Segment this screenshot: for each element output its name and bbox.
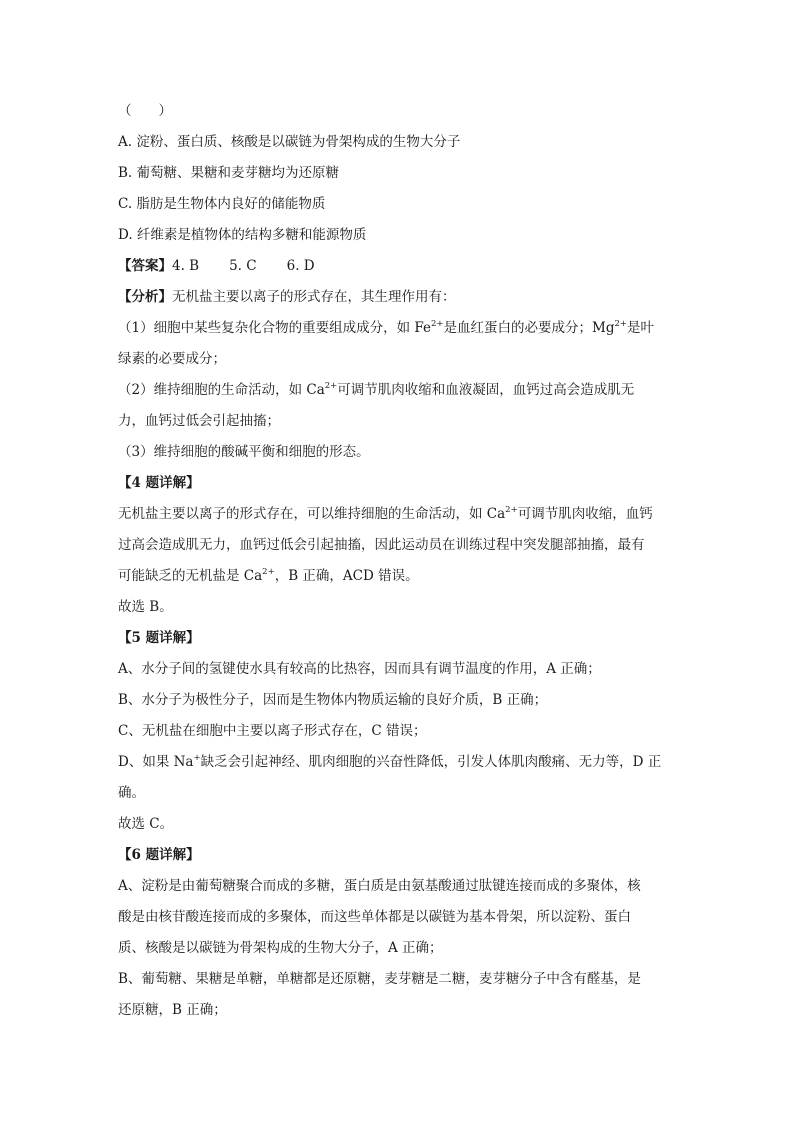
analysis-point-2-cont: 力，血钙过低会引起抽搐；	[118, 413, 280, 429]
option-c: C. 脂肪是生物体内良好的储能物质	[118, 196, 326, 212]
q4-heading: 【4 题详解】	[118, 475, 200, 491]
analysis-label: 【分析】	[118, 289, 172, 305]
document-page	[118, 96, 688, 1026]
q4-line-1: 无机盐主要以离子的形式存在，可以维持细胞的生命活动，如 $Ca^{2+}$可调节肌肉收缩，血钙	[118, 504, 653, 522]
q5-line-1: A、水分子间的氢键使水具有较高的比热容，因而具有调节温度的作用，A 正确；	[118, 661, 601, 677]
question-bracket: （ ）	[118, 103, 172, 119]
q6-line-3: 质、核酸是以碳链为骨架构成的生物大分子，A 正确；	[118, 940, 443, 956]
analysis-point-1: （1）细胞中某些复杂化合物的重要组成成分，如 $Fe^{2+}$是血红蛋白的必要成分；$Mg^{2+}$是叶	[118, 318, 655, 336]
q4-conclusion: 故选 B。	[118, 599, 173, 615]
q4-line-3: 可能缺乏的无机盐是 $Ca^{2+}$，B 正确，ACD 错误。	[118, 566, 419, 584]
q6-line-1: A、淀粉是由葡萄糖聚合而成的多糖，蛋白质是由氨基酸通过肽键连接而成的多聚体，核	[118, 878, 641, 894]
q5-line-3: C、无机盐在细胞中主要以离子形式存在，C 错误；	[118, 723, 427, 739]
q5-heading: 【5 题详解】	[118, 630, 200, 646]
q5-conclusion: 故选 C。	[118, 816, 174, 832]
analysis-point-3: （3）维持细胞的酸碱平衡和细胞的形态。	[118, 444, 370, 460]
option-a: A. 淀粉、蛋白质、核酸是以碳链为骨架构成的生物大分子	[118, 134, 461, 150]
option-b: B. 葡萄糖、果糖和麦芽糖均为还原糖	[118, 165, 340, 181]
answer-item-6: 6. D	[286, 258, 315, 274]
answer-label: 【答案】	[118, 258, 172, 274]
analysis-point-1-cont: 绿素的必要成分；	[118, 351, 226, 367]
answer-item-4: 4. B	[172, 258, 200, 274]
q4-line-2: 过高会造成肌无力，血钙过低会引起抽搐，因此运动员在训练过程中突发腿部抽搐，最有	[118, 537, 645, 553]
q5-line-4: D、如果 Na+缺乏会引起神经、肌肉细胞的兴奋性降低，引发人体肌肉酸痛、无力等，D 正	[118, 752, 662, 770]
answer-item-5: 5. C	[229, 258, 257, 274]
analysis-point-2: （2）维持细胞的生命活动，如 $Ca^{2+}$可调节肌肉收缩和血液凝固，血钙过高会造成肌无	[118, 380, 635, 398]
q6-line-2: 酸是由核苷酸连接而成的多聚体，而这些单体都是以碳链为基本骨架，所以淀粉、蛋白	[118, 909, 631, 925]
option-d: D. 纤维素是植物体的结构多糖和能源物质	[118, 227, 367, 243]
q5-line-2: B、水分子为极性分子，因而是生物体内物质运输的良好介质，B 正确；	[118, 692, 548, 708]
q6-heading: 【6 题详解】	[118, 847, 200, 863]
q6-line-5: 还原糖，B 正确；	[118, 1002, 227, 1018]
analysis-intro: 无机盐主要以离子的形式存在，其生理作用有：	[172, 289, 456, 305]
analysis-intro-line	[118, 282, 688, 313]
answer-line	[118, 251, 688, 282]
q6-line-4: B、葡萄糖、果糖是单糖，单糖都是还原糖，麦芽糖是二糖，麦芽糖分子中含有醛基，是	[118, 971, 641, 987]
q5-line-5: 确。	[118, 785, 145, 801]
